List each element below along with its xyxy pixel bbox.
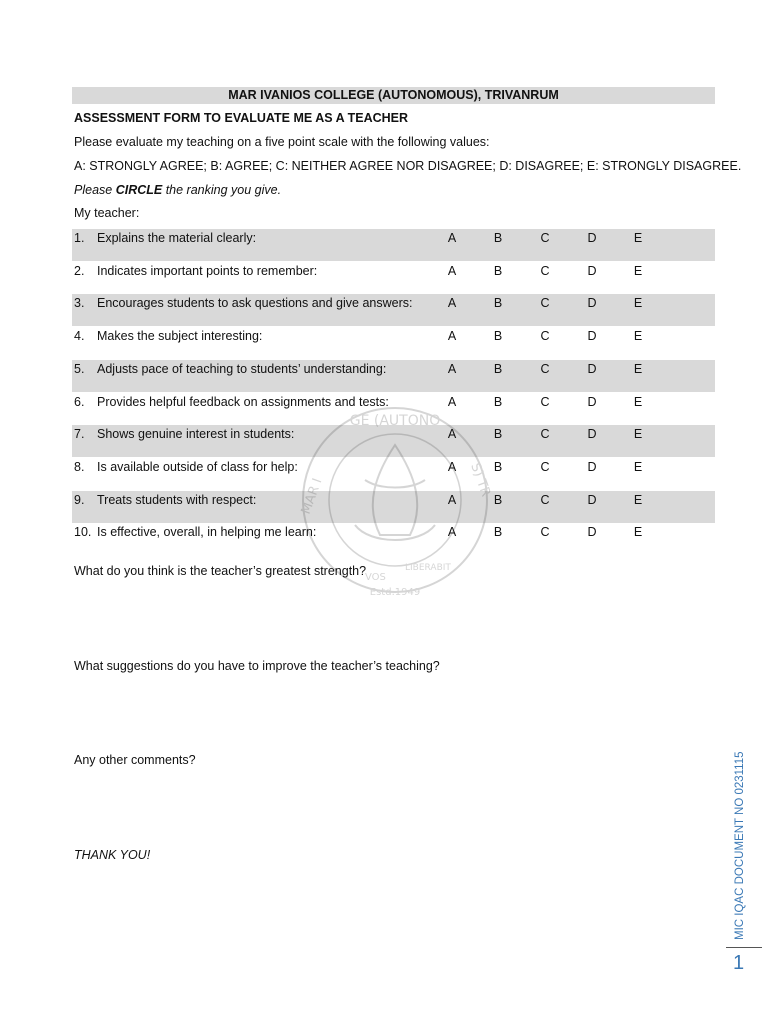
rating-option-e[interactable]: E — [633, 525, 643, 540]
rating-option-a[interactable]: A — [447, 361, 457, 376]
rating-item-row — [72, 229, 715, 261]
item-statement: Adjusts pace of teaching to students’ understanding: — [97, 361, 387, 376]
rating-option-d[interactable]: D — [587, 525, 597, 540]
form-title: ASSESSMENT FORM TO EVALUATE ME AS A TEACHER — [74, 111, 409, 125]
rating-option-b[interactable]: B — [493, 361, 503, 376]
rating-option-a[interactable]: A — [447, 459, 457, 474]
question-suggestions: What suggestions do you have to improve the teacher’s teaching? — [74, 659, 440, 673]
rating-option-b[interactable]: B — [493, 492, 503, 507]
rating-option-a[interactable]: A — [447, 296, 457, 311]
item-number: 3. — [74, 296, 85, 311]
rating-option-d[interactable]: D — [587, 231, 597, 245]
page-number: 1 — [733, 952, 745, 974]
rating-option-e[interactable]: E — [633, 263, 643, 278]
document-number: MIC IQAC DOCUMENT NO 0231115 — [734, 751, 746, 940]
rating-option-d[interactable]: D — [587, 427, 597, 442]
question-strength: What do you think is the teacher’s greatest strength? — [74, 564, 367, 578]
rating-option-d[interactable]: D — [587, 263, 597, 278]
rating-option-e[interactable]: E — [633, 231, 643, 245]
circle-word: CIRCLE — [115, 183, 163, 197]
rating-option-c[interactable]: C — [540, 427, 550, 442]
item-number: 7. — [74, 427, 85, 442]
rating-option-e[interactable]: E — [633, 459, 643, 474]
rating-option-a[interactable]: A — [447, 329, 457, 344]
item-statement: Encourages students to ask questions and give answers: — [97, 296, 413, 311]
item-statement: Explains the material clearly: — [97, 231, 257, 245]
my-teacher-label: My teacher: — [74, 206, 140, 220]
rating-option-b[interactable]: B — [493, 329, 503, 344]
rating-option-c[interactable]: C — [540, 361, 550, 376]
rating-item-row — [72, 294, 715, 326]
rating-option-e[interactable]: E — [633, 361, 643, 376]
rating-option-c[interactable]: C — [540, 296, 550, 311]
rating-option-d[interactable]: D — [587, 459, 597, 474]
rating-option-d[interactable]: D — [587, 394, 597, 409]
rating-option-b[interactable]: B — [493, 231, 503, 245]
rating-item-row — [72, 327, 715, 359]
rating-option-c[interactable]: C — [540, 263, 550, 278]
scale-legend: A: STRONGLY AGREE; B: AGREE; C: NEITHER AGREE NOR DISAGREE; D: DISAGREE; E: STRONGLY DISAGREE. — [74, 159, 742, 173]
svg-text:GE (AUTONO: GE (AUTONO — [349, 413, 441, 429]
intro-line: Please evaluate my teaching on a five point scale with the following values: — [74, 135, 490, 149]
item-statement: Provides helpful feedback on assignments and tests: — [97, 394, 389, 409]
footer-divider — [726, 947, 762, 948]
rating-option-e[interactable]: E — [633, 394, 643, 409]
rating-option-a[interactable]: A — [447, 394, 457, 409]
rating-option-c[interactable]: C — [540, 329, 550, 344]
rating-option-b[interactable]: B — [493, 459, 503, 474]
thank-you: THANK YOU! — [74, 848, 151, 862]
rating-option-a[interactable]: A — [447, 492, 457, 507]
rating-option-d[interactable]: D — [587, 361, 597, 376]
rating-option-c[interactable]: C — [540, 525, 550, 540]
rating-option-a[interactable]: A — [447, 263, 457, 278]
rating-item-row — [72, 262, 715, 294]
rating-option-e[interactable]: E — [633, 427, 643, 442]
item-statement: Indicates important points to remember: — [97, 263, 318, 278]
rating-option-b[interactable]: B — [493, 427, 503, 442]
item-number: 8. — [74, 459, 85, 474]
rating-option-c[interactable]: C — [540, 492, 550, 507]
rating-item-row — [72, 360, 715, 392]
item-statement: Is available outside of class for help: — [97, 459, 298, 474]
rating-option-e[interactable]: E — [633, 329, 643, 344]
circle-instruction: Please CIRCLE the ranking you give. — [74, 183, 282, 197]
svg-text:LIBERABIT: LIBERABIT — [405, 563, 451, 573]
rating-option-c[interactable]: C — [540, 459, 550, 474]
svg-text:Estd.1949: Estd.1949 — [369, 587, 421, 598]
rating-option-b[interactable]: B — [493, 263, 503, 278]
item-number: 9. — [74, 492, 85, 507]
svg-text:VOS: VOS — [365, 572, 386, 583]
item-number: 1. — [74, 231, 85, 245]
item-number: 4. — [74, 329, 85, 344]
rating-option-a[interactable]: A — [447, 525, 457, 540]
svg-text:MAR I: MAR I — [298, 476, 326, 517]
college-title-bar — [72, 87, 715, 104]
rating-option-a[interactable]: A — [447, 427, 457, 442]
rating-option-c[interactable]: C — [540, 231, 550, 245]
rating-option-e[interactable]: E — [633, 296, 643, 311]
rating-option-d[interactable]: D — [587, 492, 597, 507]
rating-option-d[interactable]: D — [587, 329, 597, 344]
rating-option-b[interactable]: B — [493, 525, 503, 540]
item-number: 6. — [74, 394, 85, 409]
rating-option-a[interactable]: A — [447, 231, 457, 245]
rating-option-d[interactable]: D — [587, 296, 597, 311]
rating-option-b[interactable]: B — [493, 296, 503, 311]
item-statement: Shows genuine interest in students: — [97, 427, 295, 442]
college-name: MAR IVANIOS COLLEGE (AUTONOMOUS), TRIVANRUM — [228, 88, 559, 102]
item-statement: Makes the subject interesting: — [97, 329, 263, 344]
item-number: 10. — [74, 525, 92, 540]
rating-option-b[interactable]: B — [493, 394, 503, 409]
item-statement: Treats students with respect: — [97, 492, 257, 507]
rating-option-e[interactable]: E — [633, 492, 643, 507]
item-statement: Is effective, overall, in helping me learn: — [97, 525, 317, 540]
svg-text:S) TR: S) TR — [467, 461, 494, 499]
rating-option-c[interactable]: C — [540, 394, 550, 409]
question-comments: Any other comments? — [74, 753, 196, 767]
item-number: 2. — [74, 263, 85, 278]
item-number: 5. — [74, 361, 85, 376]
